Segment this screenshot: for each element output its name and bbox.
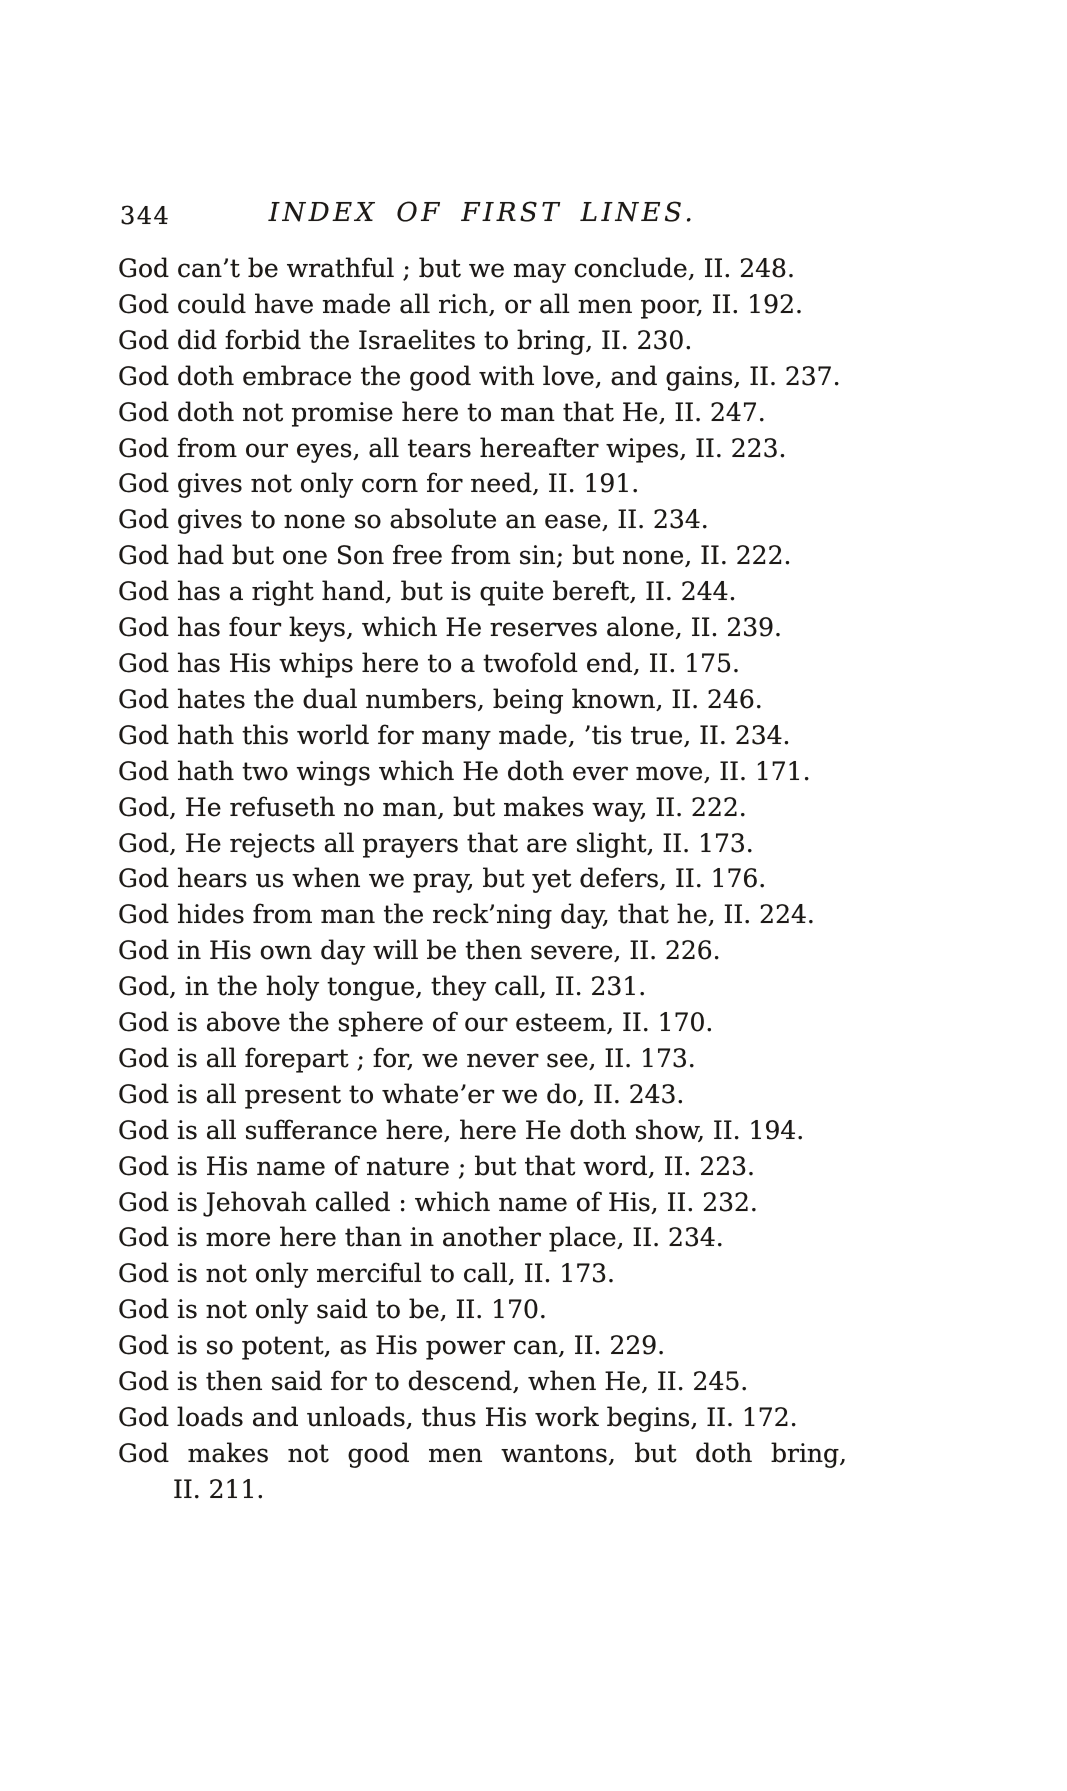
index-line: God has a right hand, but is quite bereft, II. 244. bbox=[118, 577, 737, 607]
index-line: God in His own day will be then severe, II. 226. bbox=[118, 936, 721, 966]
index-line: God, in the holy tongue, they call, II. 231. bbox=[118, 972, 647, 1002]
page-number: 344 bbox=[120, 202, 171, 230]
index-line: God is more here than in another place, II. 234. bbox=[118, 1223, 724, 1253]
index-line: God did forbid the Israelites to bring, II. 230. bbox=[118, 325, 693, 355]
page-header bbox=[118, 198, 847, 236]
index-line: God is not only merciful to call, II. 173. bbox=[118, 1259, 615, 1289]
page-title: INDEX OF FIRST LINES. bbox=[268, 198, 697, 228]
index-line: God can’t be wrathful ; but we may conclude, II. 248. bbox=[118, 254, 795, 283]
index-line: God doth not promise here to man that He, II. 247. bbox=[118, 397, 766, 427]
index-line: God gives not only corn for need, II. 191. bbox=[118, 469, 640, 499]
index-line: God is not only said to be, II. 170. bbox=[118, 1295, 547, 1325]
index-line: God is all present to whate’er we do, II. 243. bbox=[118, 1079, 685, 1109]
index-line: God hears us when we pray, but yet defers, II. 176. bbox=[118, 864, 767, 894]
index-line: God is all forepart ; for, we never see, II. 173. bbox=[118, 1043, 696, 1073]
index-line: God hath this world for many made, ’tis true, II. 234. bbox=[118, 720, 791, 750]
index-line: God is then said for to descend, when He, II. 245. bbox=[118, 1367, 749, 1397]
index-line: God hides from man the reck’ning day, that he, II. 224. bbox=[118, 900, 815, 930]
index-line: God doth embrace the good with love, and gains, II. 237. bbox=[118, 361, 841, 391]
index-line-list bbox=[118, 251, 847, 1508]
index-line: God, He refuseth no man, but makes way, II. 222. bbox=[118, 792, 747, 822]
index-line: God loads and unloads, thus His work begins, II. 172. bbox=[118, 1403, 798, 1432]
index-line: God has four keys, which He reserves alone, II. 239. bbox=[118, 613, 783, 643]
index-line: God gives to none so absolute an ease, II. 234. bbox=[118, 505, 709, 535]
index-line: God hates the dual numbers, being known, II. 246. bbox=[118, 684, 763, 714]
index-line: God makes not good men wantons, but doth bring, bbox=[118, 1438, 847, 1468]
index-line: God is Jehovah called : which name of His, II. 232. bbox=[118, 1187, 758, 1217]
index-line: God has His whips here to a twofold end, II. 175. bbox=[118, 648, 740, 678]
index-line: God is so potent, as His power can, II. 229. bbox=[118, 1331, 666, 1361]
index-line: God from our eyes, all tears hereafter wipes, II. 223. bbox=[118, 433, 787, 463]
index-line: God hath two wings which He doth ever move, II. 171. bbox=[118, 756, 811, 786]
index-line: II. 211. bbox=[173, 1474, 265, 1504]
index-line: God, He rejects all prayers that are slight, II. 173. bbox=[118, 828, 754, 858]
index-line: God could have made all rich, or all men poor, II. 192. bbox=[118, 289, 803, 319]
index-line: God had but one Son free from sin; but none, II. 222. bbox=[118, 541, 792, 571]
index-line: God is above the sphere of our esteem, II. 170. bbox=[118, 1008, 714, 1038]
index-line: God is His name of nature ; but that word, II. 223. bbox=[118, 1151, 755, 1181]
index-line: God is all sufferance here, here He doth show, II. 194. bbox=[118, 1115, 805, 1145]
